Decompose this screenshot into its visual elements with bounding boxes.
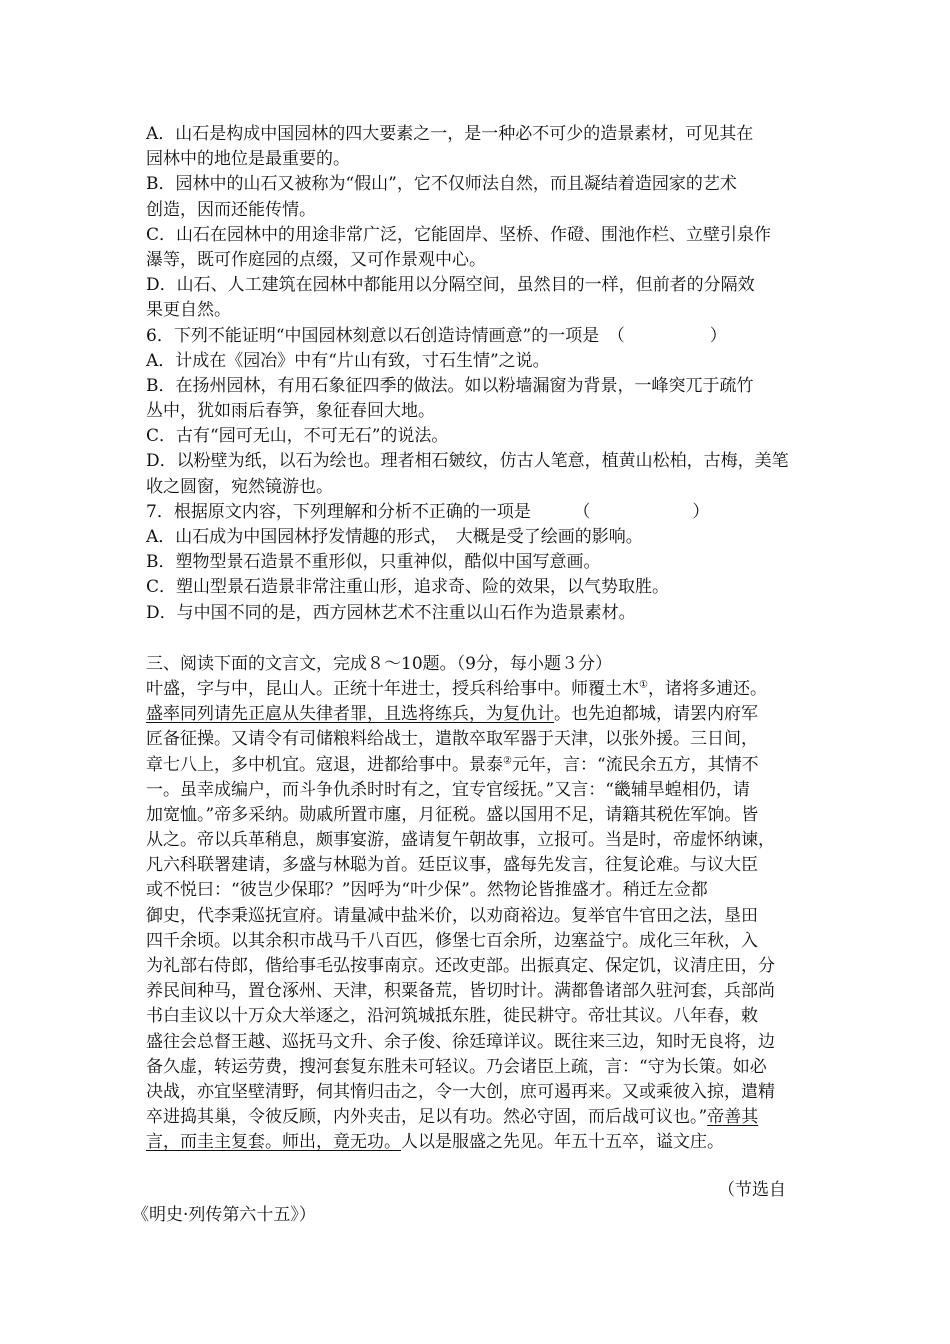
text-line: C．古有“园可无山，不可无石”的说法。 xyxy=(146,426,449,447)
text-line: B．塑物型景石造景不重形似，只重神似，酷似中国写意画。 xyxy=(146,552,601,573)
passage-body-2 xyxy=(146,778,811,1131)
section-3-classical-passage xyxy=(132,652,811,1228)
passage-line xyxy=(146,702,811,727)
text-line: D．以粉壁为纸，以石为绘也。理者相石皴纹，仿古人笔意，植黄山松柏，古梅，美笔 xyxy=(146,451,789,472)
text-line: 匠备征操。又请令有司储粮料给战士，遣散卒取军器于天津，以张外援。三日间， xyxy=(146,729,758,750)
footnote-marker-2: ② xyxy=(503,754,512,766)
underlined-sentence-2: 言，而圭主复套。师出，竟无功。 xyxy=(146,1132,401,1153)
document-page xyxy=(132,122,811,1228)
text-line: 为礼部右侍郎，偕给事毛弘按事南京。还改吏部。出振真定、保定饥，议清庄田，分 xyxy=(146,956,775,976)
text-line: D．与中国不同的是，西方园林艺术不注重以山石作为造景素材。 xyxy=(146,602,636,623)
text-line: D．山石、人工建筑在园林中都能用以分隔空间，虽然目的一样，但前者的分隔效 xyxy=(146,275,755,296)
text-line: 丛中，犹如雨后春笋，象征春回大地。 xyxy=(146,401,435,422)
text-line: 瀑等，既可作庭园的点缀，又可作景观中心。 xyxy=(146,249,486,270)
text-line: B．园林中的山石又被称为“假山”，它不仅师法自然，而且凝结着造园家的艺术 xyxy=(146,174,737,195)
question-7-stem: 7．根据原文内容，下列理解和分析不正确的一项是 （ ） xyxy=(146,501,710,522)
text-line: 果更自然。 xyxy=(146,300,231,321)
spacer xyxy=(146,626,811,652)
passage-text: 卒进捣其巢，令彼反顾，内外夹击，足以有功。然必守固，而后战可议也。” xyxy=(146,1107,708,1128)
text-line: 决战，亦宜坚壁清野，伺其惰归击之，令一大创，庶可遏再来。又或乘彼入掠，遣精 xyxy=(146,1081,775,1102)
text-line: C．山石在园林中的用途非常广泛，它能固岸、坚桥、作磴、围池作栏、立壁引泉作 xyxy=(146,224,772,245)
question-5-options xyxy=(146,122,811,324)
text-line: 备久虚，转运劳费，搜河套复东胜未可轻议。乃会诸臣上疏，言：“守为长策。如必 xyxy=(146,1056,767,1077)
underlined-sentence-1: 盛率同列请先正扈从失律者罪，且选将练兵，为复仇计 xyxy=(146,704,554,725)
text-line: 从之。帝以兵革稍息，颇事宴游，盛请复午朝故事，立报可。当是时，帝虚怀纳谏， xyxy=(146,830,775,851)
passage-line xyxy=(146,677,811,702)
passage-text: 叶盛，字与中，昆山人。正统十年进士，授兵科给事中。师覆土木 xyxy=(146,678,639,699)
text-line: 盛往会总督王越、巡抚马文升、余子俊、徐廷璋详议。既往来三边，知时无良将，边 xyxy=(146,1031,775,1052)
spacer xyxy=(146,1156,811,1178)
text-line: C．塑山型景石造景非常注重山形，追求奇、险的效果，以气势取胜。 xyxy=(146,577,670,598)
question-7 xyxy=(146,500,811,626)
passage-line xyxy=(146,1130,811,1155)
text-line: 园林中的地位是最重要的。 xyxy=(146,149,350,170)
underlined-sentence-2-start: 帝善其 xyxy=(707,1107,759,1128)
text-line: A．山石成为中国园林抒发情趣的形式， 大概是受了绘画的影响。 xyxy=(146,527,643,547)
text-line: B．在扬州园林，有用石象征四季的做法。如以粉墙漏窗为背景，一峰突兀于疏竹 xyxy=(146,375,754,396)
passage-text: 。也先迫都城，请罢内府军 xyxy=(554,704,758,725)
text-line: A．山石是构成中国园林的四大要素之一，是一种必不可少的造景素材，可见其在 xyxy=(146,124,754,144)
question-6 xyxy=(146,324,811,500)
text-line: 凡六科联署建请，多盛与林聪为首。廷臣议事，盛每先发言，往复论难。与议大臣 xyxy=(146,855,758,876)
question-7-options xyxy=(146,525,811,626)
source-citation-2: 《明史·列传第六十五》） xyxy=(132,1204,316,1225)
passage-text: 章七八上，多中机宜。寇退，进都给事中。景泰 xyxy=(146,754,503,775)
passage-text: 人以是服盛之先见。年五十五卒，谥文庄。 xyxy=(401,1132,724,1153)
text-line: 书白圭议以十万众大举逐之，沿河筑城抵东胜，徙民耕守。帝壮其议。八年春，敕 xyxy=(146,1006,758,1027)
footnote-marker-1: ① xyxy=(639,679,648,691)
source-citation-1: （节选自 xyxy=(718,1179,786,1200)
text-line: 一。虽幸成编户，而斗争仇杀时时有之，宜专官绥抚。”又言：“畿辅旱蝗相仍，请 xyxy=(146,779,750,800)
question-6-stem: 6．下列不能证明“中国园林刻意以石创造诗情画意”的一项是 （ ） xyxy=(146,325,727,346)
passage-text: 元年，言：“流民余五方，其情不 xyxy=(511,754,759,775)
text-line: 加宽恤。”帝多采纳。勋戚所置市廛，月征税。盛以国用不足，请籍其税佐军饷。皆 xyxy=(146,804,759,825)
passage-text: ，诸将多逋还。 xyxy=(647,678,767,699)
passage-line xyxy=(146,753,811,778)
text-line: 四千余顷。以其余积市战马千八百匹，修堡七百余所，边塞益宁。成化三年秋，入 xyxy=(146,930,758,951)
text-line: 收之圆窗，宛然镜游也。 xyxy=(146,476,333,497)
question-6-options xyxy=(146,349,811,500)
passage-body-1 xyxy=(146,727,811,752)
text-line xyxy=(146,1105,811,1130)
text-line: A．计成在《园冶》中有“片山有致，寸石生情”之说。 xyxy=(146,350,550,371)
text-line: 或不悦曰：“彼岂少保耶？”因呼为“叶少保”。然物论皆推盛才。稍迁左佥都 xyxy=(146,880,708,901)
text-line: 创造，因而还能传情。 xyxy=(146,199,316,220)
text-line: 养民间种马，置仓涿州、天津，积粟备荒，皆切时计。满都鲁诸部久驻河套，兵部尚 xyxy=(146,981,775,1002)
text-line: 御史，代李秉巡抚宣府。请量减中盐米价，以劝商裕边。复举官牛官田之法，垦田 xyxy=(146,905,758,926)
section-3-heading: 三、阅读下面的文言文，完成８～10题。（9分，每小题３分） xyxy=(146,653,612,674)
